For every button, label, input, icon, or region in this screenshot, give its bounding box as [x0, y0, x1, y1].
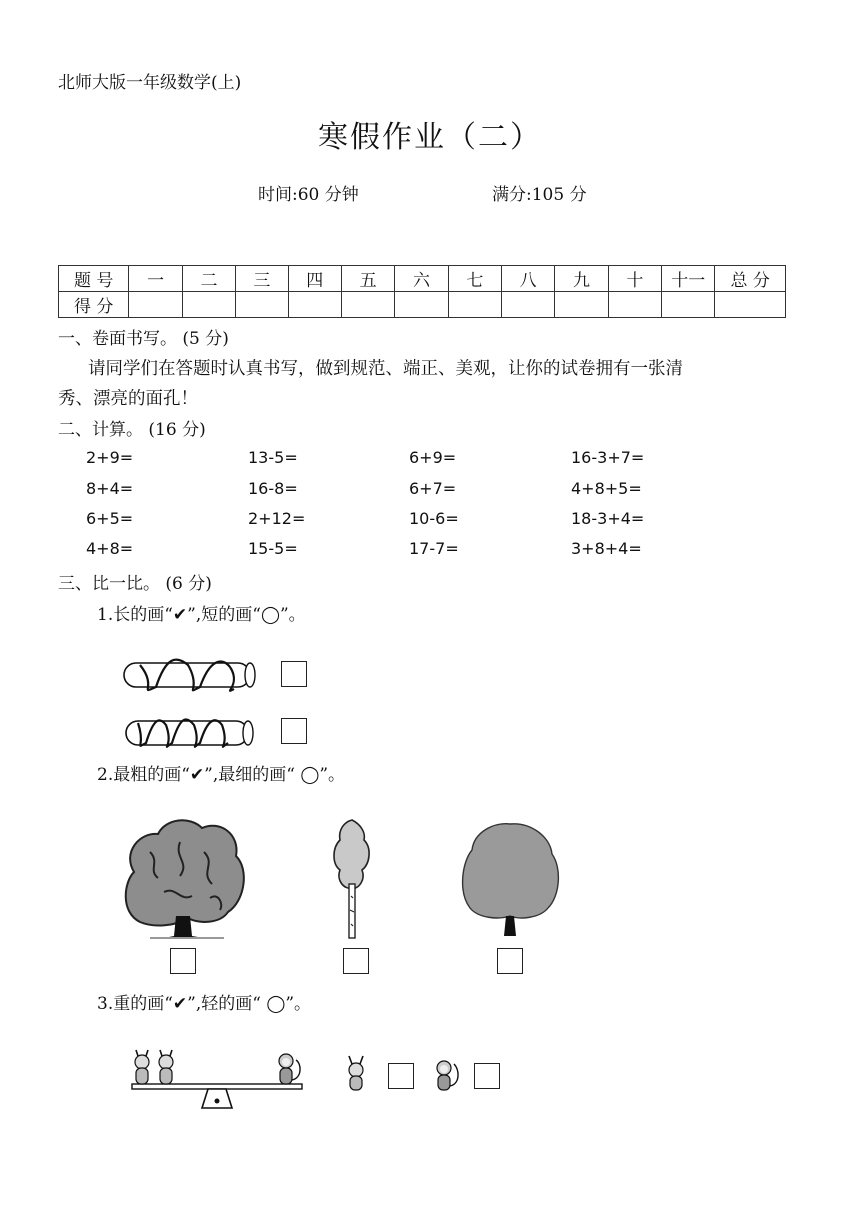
q3-instruction: 3.重的画“✔”,轻的画“ ◯”。: [97, 994, 312, 1014]
score-cell[interactable]: [341, 292, 394, 318]
book-series: 北师大版一年级数学(上): [58, 73, 242, 93]
score-cell[interactable]: [236, 292, 288, 318]
score-table-header-row: [59, 266, 786, 292]
section3-heading: 三、比一比。 (6 分): [58, 574, 212, 594]
rabbit-icon: [135, 1050, 149, 1084]
calc-problem: 3+8+4=: [571, 539, 642, 558]
calc-problem: 17-7=: [409, 539, 459, 558]
col-header: 二: [182, 266, 235, 292]
col-header: 四: [288, 266, 341, 292]
col-header: 七: [448, 266, 501, 292]
score-cell[interactable]: [129, 292, 182, 318]
col-header: 五: [341, 266, 394, 292]
score-cell[interactable]: [662, 292, 715, 318]
col-header: 六: [395, 266, 448, 292]
answer-box-short-rope[interactable]: [281, 718, 307, 744]
calc-problem: 6+5=: [86, 509, 134, 528]
calc-problem: 2+12=: [248, 509, 306, 528]
answer-box-tree-2[interactable]: [343, 948, 369, 974]
answer-box-long-rope[interactable]: [281, 661, 307, 687]
tree-icon: [120, 812, 250, 942]
col-header: 一: [129, 266, 182, 292]
section1-text-line2: 秀、漂亮的面孔！: [58, 389, 198, 409]
section1-heading: 一、卷面书写。 (5 分): [58, 329, 229, 349]
score-cell[interactable]: [182, 292, 235, 318]
tree-icon: [330, 818, 374, 940]
score-cell[interactable]: [555, 292, 608, 318]
answer-box-monkey[interactable]: [474, 1063, 500, 1089]
col-header: 八: [502, 266, 555, 292]
rope-cylinder-icon: [120, 713, 260, 753]
calc-problem: 4+8=: [86, 539, 134, 558]
row-label: 得 分: [59, 292, 129, 318]
q2-instruction: 2.最粗的画“✔”,最细的画“ ◯”。: [97, 765, 346, 785]
score-cell[interactable]: [608, 292, 661, 318]
answer-box-tree-1[interactable]: [170, 948, 196, 974]
calc-problem: 13-5=: [248, 448, 298, 467]
tree-icon: [460, 822, 560, 938]
q1-instruction: 1.长的画“✔”,短的画“◯”。: [97, 605, 306, 625]
page-title: 寒假作业（二）: [318, 120, 542, 155]
score-cell[interactable]: [448, 292, 501, 318]
rabbit-icon: [159, 1050, 173, 1084]
score-table-score-row: [59, 292, 786, 318]
score-cell[interactable]: [395, 292, 448, 318]
calc-problem: 2+9=: [86, 448, 134, 467]
calc-problem: 8+4=: [86, 479, 134, 498]
calc-problem: 6+7=: [409, 479, 457, 498]
rabbit-icon: [344, 1056, 370, 1092]
calc-problem: 16-3+7=: [571, 448, 645, 467]
col-header: 三: [236, 266, 288, 292]
seesaw-icon: [128, 1046, 308, 1110]
col-header: 九: [555, 266, 608, 292]
answer-box-rabbit[interactable]: [388, 1063, 414, 1089]
calc-problem: 16-8=: [248, 479, 298, 498]
monkey-icon: [279, 1054, 300, 1084]
calc-problem: 4+8+5=: [571, 479, 642, 498]
full-score: 满分:105 分: [492, 185, 587, 205]
monkey-icon: [430, 1058, 464, 1094]
score-cell[interactable]: [715, 292, 786, 318]
total-header: 总 分: [715, 266, 786, 292]
calc-problem: 18-3+4=: [571, 509, 645, 528]
row-label: 题 号: [59, 266, 129, 292]
calc-problem: 6+9=: [409, 448, 457, 467]
calc-problem: 10-6=: [409, 509, 459, 528]
score-cell[interactable]: [502, 292, 555, 318]
calc-problem: 15-5=: [248, 539, 298, 558]
answer-box-tree-3[interactable]: [497, 948, 523, 974]
section2-heading: 二、计算。 (16 分): [58, 420, 206, 440]
exam-time: 时间:60 分钟: [258, 185, 359, 205]
score-cell[interactable]: [288, 292, 341, 318]
col-header: 十: [608, 266, 661, 292]
col-header: 十一: [662, 266, 715, 292]
rope-cylinder-icon: [118, 655, 258, 695]
score-table: [58, 265, 786, 318]
section1-text-line1: 请同学们在答题时认真书写，做到规范、端正、美观，让你的试卷拥有一张清: [88, 359, 683, 379]
